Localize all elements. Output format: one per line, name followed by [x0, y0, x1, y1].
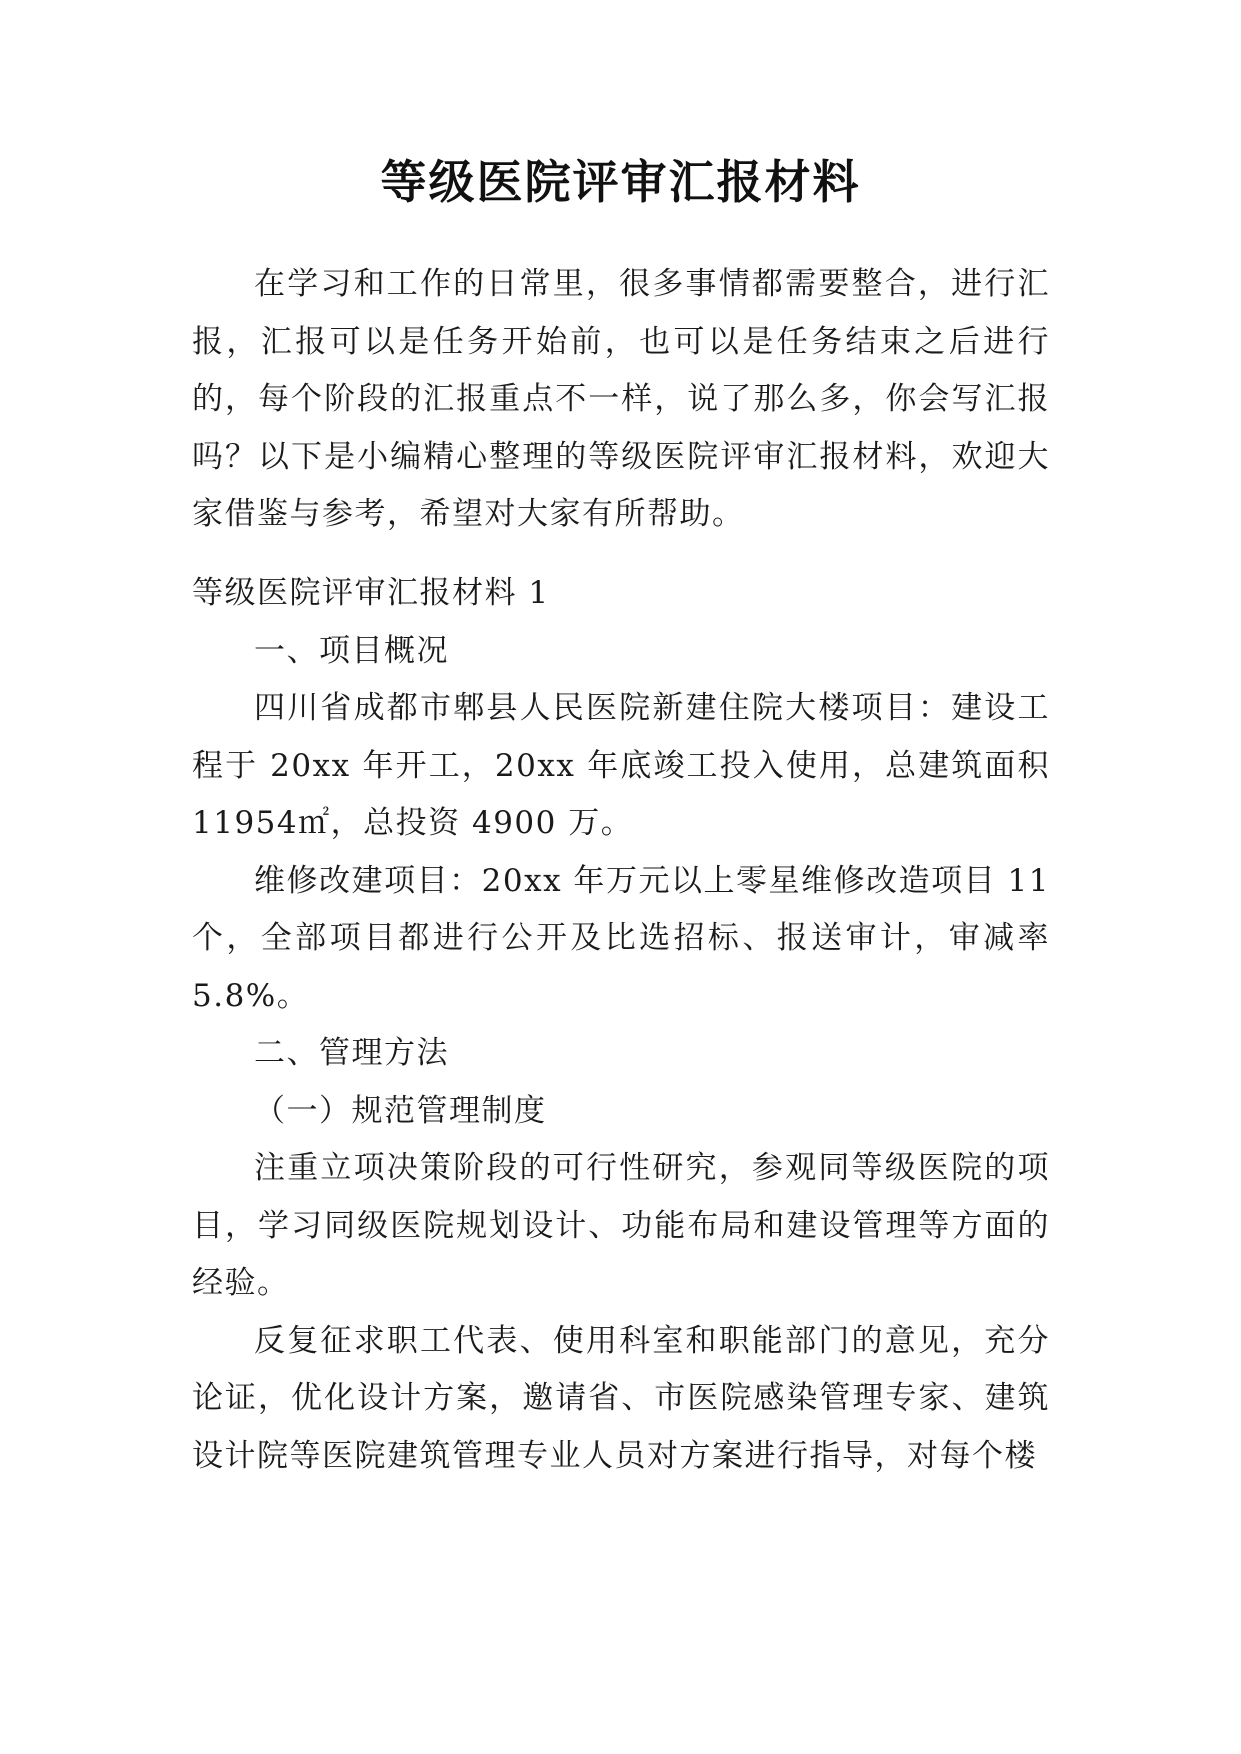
content-block [192, 565, 1050, 1485]
intro-paragraph: 在学习和工作的日常里，很多事情都需要整合，进行汇报，汇报可以是任务开始前，也可以是任务结束之后进行的，每个阶段的汇报重点不一样，说了那么多，你会写汇报吗？以下是小编精心整理的等级医院评审汇报材料，欢迎大家借鉴与参考，希望对大家有所帮助。 [192, 266, 1050, 532]
paragraph-new-building: 四川省成都市郫县人民医院新建住院大楼项目：建设工程于 20xx 年开工，20xx 年底竣工投入使用，总建筑面积 11954㎡，总投资 4900 万。 [192, 690, 1050, 841]
heading-management-methods: 二、管理方法 [254, 1035, 449, 1071]
paragraph-consultation: 反复征求职工代表、使用科室和职能部门的意见，充分论证，优化设计方案，邀请省、市医院感染管理专家、建筑设计院等医院建筑管理专业人员对方案进行指导，对每个楼 [192, 1322, 1050, 1474]
subheading-regulate-management: （一）规范管理制度 [254, 1092, 547, 1129]
document-title: 等级医院评审汇报材料 [380, 155, 861, 209]
intro-block [192, 256, 1050, 544]
paragraph-feasibility: 注重立项决策阶段的可行性研究，参观同等级医院的项目，学习同级医院规划设计、功能布局和建设管理等方面的经验。 [192, 1150, 1050, 1301]
section-title: 等级医院评审汇报材料 1 [192, 575, 550, 611]
paragraph-renovation: 维修改建项目：20xx 年万元以上零星维修改造项目 11 个，全部项目都进行公开及比选招标、报送审计，审减率 5.8%。 [192, 862, 1050, 1014]
heading-project-overview: 一、项目概况 [254, 632, 449, 669]
